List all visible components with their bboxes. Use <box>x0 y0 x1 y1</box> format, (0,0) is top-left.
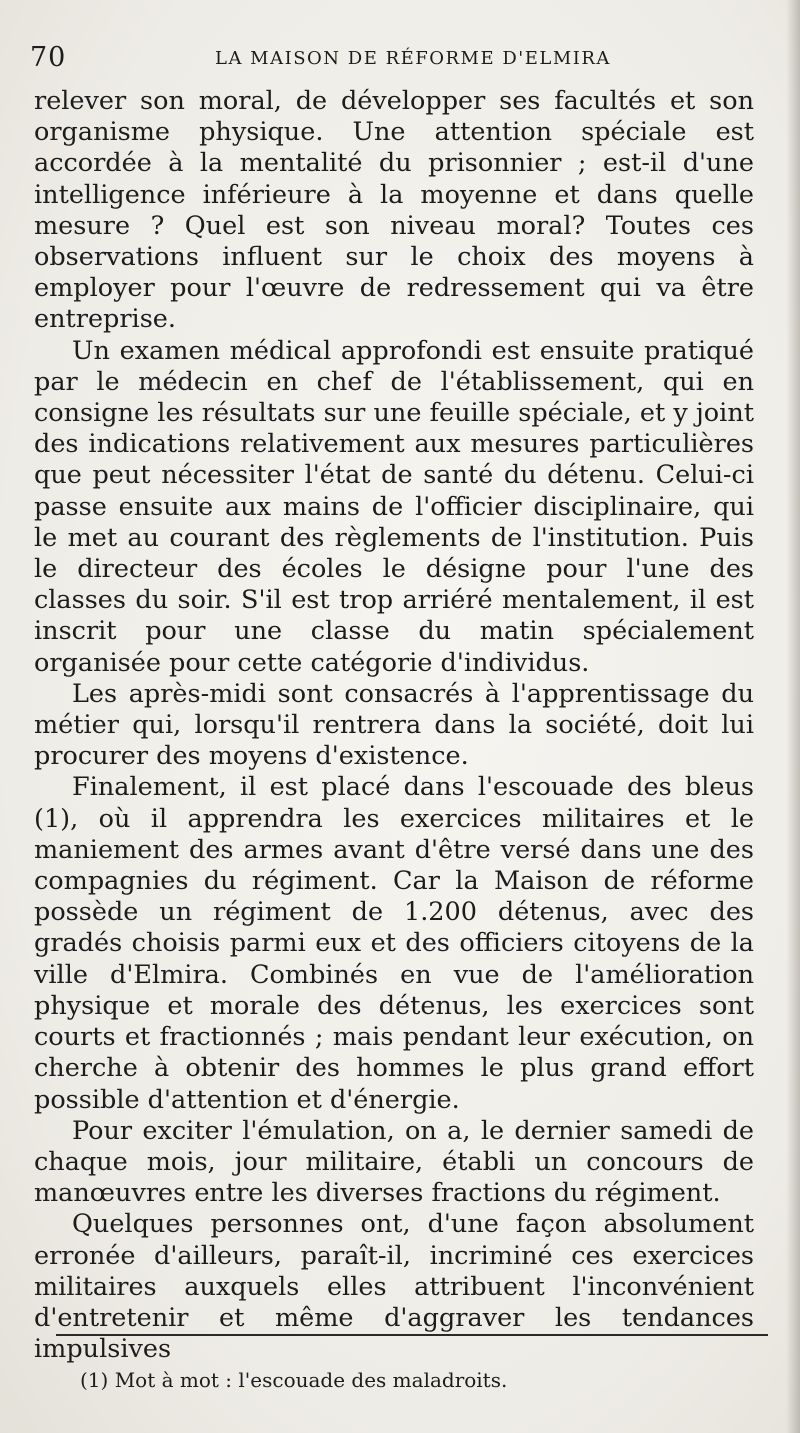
footnote-rule <box>56 1334 768 1336</box>
paragraph: Quelques personnes ont, d'une façon absolument erronée d'ailleurs, paraît-il, incriminé ces exercices militaires auxquels elles attribuent l'inconvénient d'entretenir et même d'aggraver les tendances impulsives <box>34 1209 754 1365</box>
running-title: LA MAISON DE RÉFORME D'ELMIRA <box>215 48 611 69</box>
page-number: 70 <box>30 42 67 73</box>
page-edge-shadow <box>786 0 800 1433</box>
paragraph: Les après-midi sont consacrés à l'apprentissage du métier qui, lorsqu'il rentrera dans la société, doit lui procurer des moyens d'existence. <box>34 678 754 772</box>
page-header <box>30 40 770 76</box>
footnote: (1) Mot à mot : l'escouade des maladroits. <box>80 1368 508 1392</box>
paragraph: Un examen médical approfondi est ensuite pratiqué par le médecin en chef de l'établissement, qui en consigne les résultats sur une feuille spéciale, et y joint des indications relativement aux mesures particulières que peut nécessiter l'état de santé du détenu. Celui-ci passe ensuite aux mains de l'officier disciplinaire, qui le met au courant des règlements de l'institution. Puis le directeur des écoles le désigne pour l'une des classes du soir. S'il est trop arriéré mentalement, il est inscrit pour une classe du matin spécialement organisée pour cette catégorie d'individus. <box>34 335 754 678</box>
paragraph: relever son moral, de développer ses facultés et son organisme physique. Une attention spéciale est accordée à la mentalité du prisonnier ; est-il d'une intelligence inférieure à la moyenne et dans quelle mesure ? Quel est son niveau moral? Toutes ces observations influent sur le choix des moyens à employer pour l'œuvre de redressement qui va être entreprise. <box>34 86 754 335</box>
paragraph: Finalement, il est placé dans l'escouade des bleus (1), où il apprendra les exercices militaires et le maniement des armes avant d'être versé dans une des compagnies du régiment. Car la Maison de réforme possède un régiment de 1.200 détenus, avec des gradés choisis parmi eux et des officiers citoyens de la ville d'Elmira. Combinés en vue de l'amélioration physique et morale des détenus, les exercices sont courts et fractionnés ; mais pendant leur exécution, on cherche à obtenir des hommes le plus grand effort possible d'attention et d'énergie. <box>34 772 754 1115</box>
paragraph: Pour exciter l'émulation, on a, le dernier samedi de chaque mois, jour militaire, établi un concours de manœuvres entre les diverses fractions du régiment. <box>34 1115 754 1209</box>
body-text <box>34 86 754 1365</box>
